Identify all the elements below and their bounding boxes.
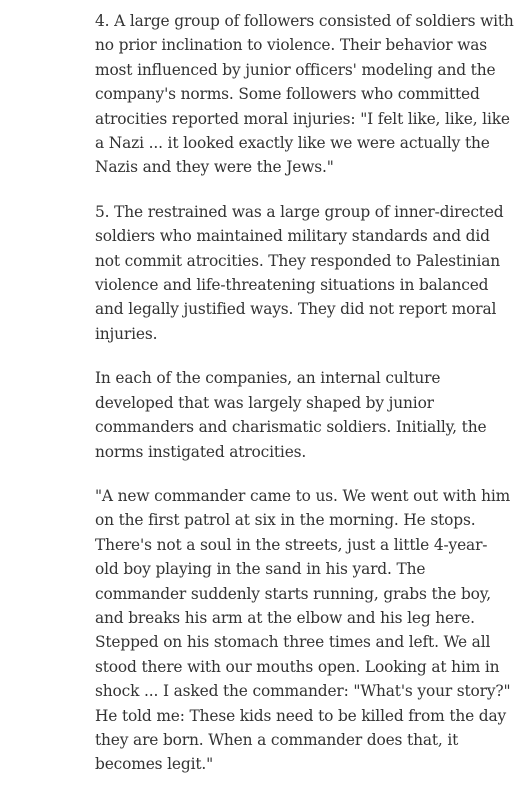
text-line: most influenced by junior officers' modeling and the — [95, 60, 496, 79]
text-line: Nazis and they were the Jews." — [95, 158, 334, 177]
text-line: they are born. When a commander does that, it — [95, 730, 459, 749]
text-line: a Nazi ... it looked exactly like we were actually the — [95, 134, 490, 153]
text-line: injuries. — [95, 324, 158, 343]
text-line: shock ... I asked the commander: "What's your story?" — [95, 682, 511, 701]
text-line: soldiers who maintained military standards and did — [95, 227, 490, 246]
text-line: commanders and charismatic soldiers. Initially, the — [95, 418, 487, 437]
text-line: old boy playing in the sand in his yard. The — [95, 560, 426, 579]
text-line: violence and life-threatening situations in balanced — [95, 276, 489, 295]
text-line: on the first patrol at six in the morning. He stops. — [95, 511, 476, 530]
text-line: not commit atrocities. They responded to Palestinian — [95, 251, 501, 270]
text-line: becomes legit." — [95, 755, 214, 774]
text-line: stood there with our mouths open. Looking at him in — [95, 657, 500, 676]
text-line: Stepped on his stomach three times and left. We all — [95, 633, 491, 652]
text-line: norms instigated atrocities. — [95, 442, 307, 461]
text-line: He told me: These kids need to be killed from the day — [95, 706, 507, 725]
text-line: developed that was largely shaped by junior — [95, 393, 434, 412]
text-line: atrocities reported moral injuries: "I felt like, like, like — [95, 109, 510, 128]
text-line: company's norms. Some followers who committed — [95, 85, 480, 104]
text-line: commander suddenly starts running, grabs the boy, — [95, 584, 492, 603]
text-line: 4. A large group of followers consisted of soldiers with — [95, 12, 514, 30]
text-line: In each of the companies, an internal culture — [95, 369, 441, 388]
text-line: 5. The restrained was a large group of inner-directed — [95, 202, 504, 221]
text-line: and breaks his arm at the elbow and his leg here. — [95, 608, 475, 627]
text-line: There's not a soul in the streets, just a little 4-year- — [95, 535, 488, 554]
paragraph-internal-culture — [95, 366, 496, 464]
paragraph-quote — [95, 484, 511, 777]
text-line: no prior inclination to violence. Their behavior was — [95, 36, 488, 55]
paragraph-restrained — [95, 200, 504, 346]
text-line: "A new commander came to us. We went out with him — [95, 486, 511, 505]
paragraph-followers — [95, 9, 514, 180]
text-line: and legally justified ways. They did not report moral — [95, 300, 497, 319]
